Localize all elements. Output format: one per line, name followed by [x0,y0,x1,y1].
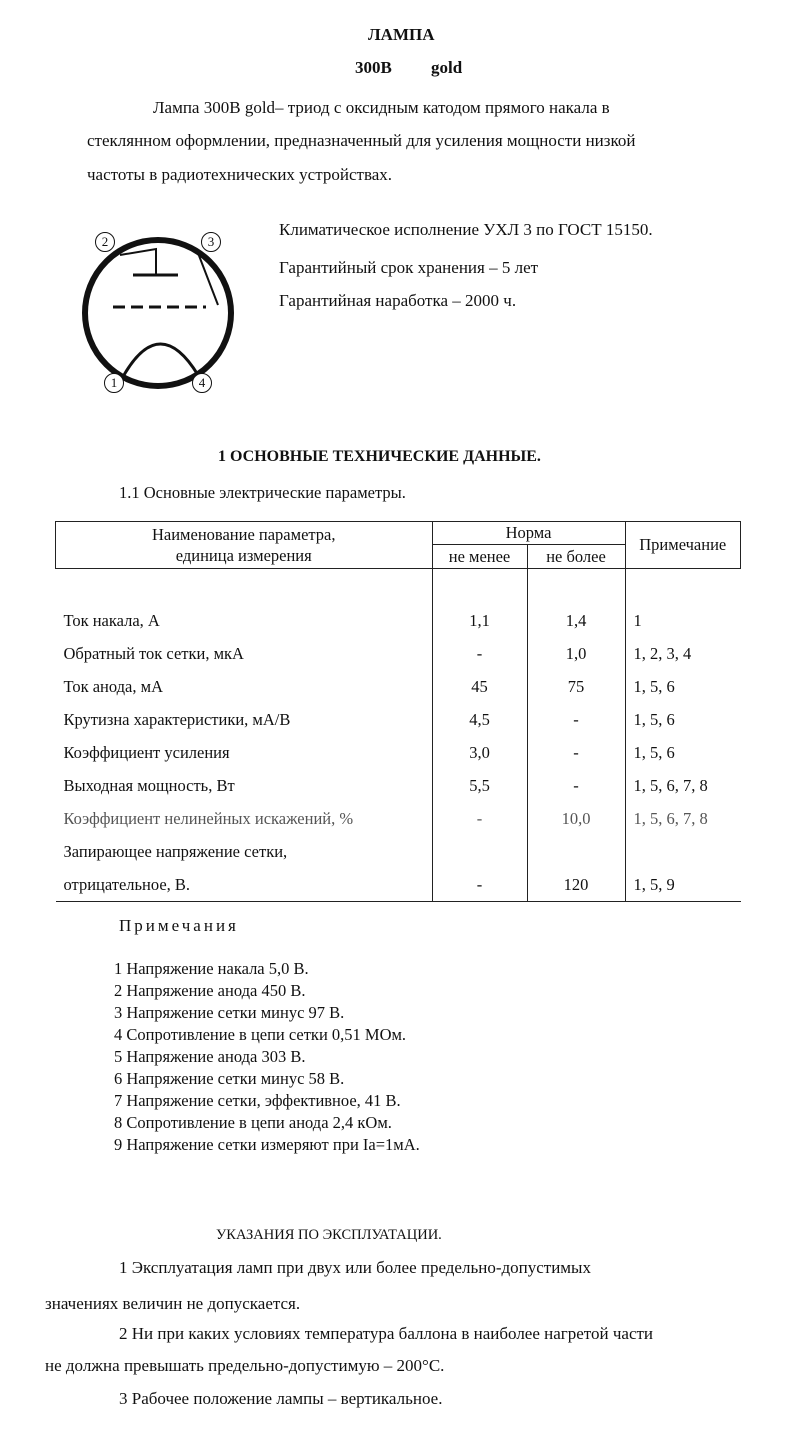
intro-line-2: стеклянном оформлении, предназначенный для усиления мощности низкой [87,131,636,150]
list-item: 9 Напряжение сетки измеряют при Iа=1мА. [114,1135,420,1154]
table-row [56,802,741,835]
list-item: 4 Сопротивление в цепи сетки 0,51 МОм. [114,1025,407,1044]
param-min: - [432,637,527,670]
pin-4-label: 4 [198,375,206,390]
param-max: 1,0 [527,637,625,670]
doc-title: ЛАМПА [368,25,435,44]
header-norm: Норма [432,522,625,545]
param-name: Ток накала, А [63,610,160,630]
pin-3-label: 3 [207,234,215,249]
param-name: Коэффициент нелинейных искажений, % [63,808,354,828]
list-item: 2 Напряжение анода 450 В. [114,981,306,1000]
section-1-title: 1 ОСНОВНЫЕ ТЕХНИЧЕСКИЕ ДАННЫЕ. [218,448,541,465]
operation-p1-line-2: значениях величин не допускается. [45,1294,301,1313]
operation-p2-line-1: 2 Ни при каких условиях температура баллона в наиболее нагретой части [119,1324,654,1343]
param-min [432,835,527,868]
param-name: Выходная мощность, Вт [63,775,235,795]
header-param-name [56,522,433,569]
param-min: 3,0 [432,736,527,769]
parameters-table [55,521,741,902]
operation-title: УКАЗАНИЯ ПО ЭКСПЛУАТАЦИИ. [216,1227,442,1243]
param-min: 45 [432,670,527,703]
param-max: 1,4 [527,604,625,637]
intro-line-3: частоты в радиотехнических устройствах. [87,165,393,184]
table-row [56,868,741,902]
param-min: - [432,868,527,902]
operation-p1-line-1: 1 Эксплуатация ламп при двух или более предельно-допустимых [119,1258,591,1277]
param-note: 1, 5, 6 [633,709,675,729]
notes-list [114,958,420,1156]
pin-2-label: 2 [101,234,109,249]
doc-model: 300В [355,58,392,77]
param-max: - [527,769,625,802]
param-name: Крутизна характеристики, мА/В [63,709,291,729]
list-item: 3 Напряжение сетки минус 97 В. [114,1003,345,1022]
param-note [625,835,741,868]
notes-title: Примечания [119,916,239,935]
section-1-subtitle: 1.1 Основные электрические параметры. [119,483,406,502]
param-note: 1, 5, 6, 7, 8 [633,775,708,795]
param-max: - [527,703,625,736]
header-param-line-2: единица измерения [175,546,312,565]
table-row [56,670,741,703]
pin-1-label: 1 [110,375,118,390]
param-min: - [432,802,527,835]
list-item: 7 Напряжение сетки, эффективное, 41 В. [114,1091,401,1110]
table-row [56,736,741,769]
header-min: не менее [432,545,527,569]
param-note: 1, 5, 9 [625,868,741,902]
list-item: 1 Напряжение накала 5,0 В. [114,959,309,978]
pin-4-marker [192,373,212,393]
storage-spec: Гарантийный срок хранения – 5 лет [279,258,539,277]
header-note: Примечание [625,522,741,569]
grid-lead [120,249,156,275]
param-max: 75 [527,670,625,703]
param-name: Ток анода, мА [63,676,163,696]
param-max: 10,0 [527,802,625,835]
lifetime-spec: Гарантийная наработка – 2000 ч. [279,291,517,310]
table-spacer-row [56,569,741,605]
pin-2-marker [95,232,115,252]
doc-variant: gold [431,58,463,77]
param-note: 1 [633,610,642,630]
param-note: 1, 5, 6, 7, 8 [633,808,708,828]
header-param-line-1: Наименование параметра, [151,525,336,544]
list-item: 8 Сопротивление в цепи анода 2,4 кОм. [114,1113,392,1132]
pin-1-marker [104,373,124,393]
param-max [527,835,625,868]
list-item: 6 Напряжение сетки минус 58 В. [114,1069,345,1088]
param-note: 1, 5, 6 [633,742,675,762]
operation-p3: 3 Рабочее положение лампы – вертикальное. [119,1389,443,1408]
table-row [56,604,741,637]
climate-spec: Климатическое исполнение УХЛ 3 по ГОСТ 15150. [279,220,653,239]
param-name: Обратный ток сетки, мкА [63,643,244,663]
list-item: 5 Напряжение анода 303 В. [114,1047,306,1066]
param-max: - [527,736,625,769]
filament-arc [124,344,198,375]
table-row [56,769,741,802]
header-max: не более [527,545,625,569]
param-max: 120 [527,868,625,902]
param-note: 1, 5, 6 [633,676,675,696]
tube-envelope [85,240,231,386]
param-name: Запирающее напряжение сетки, [63,841,288,861]
param-min: 4,5 [432,703,527,736]
param-min: 1,1 [432,604,527,637]
param-note: 1, 2, 3, 4 [633,643,692,663]
intro-line-1: Лампа 300В gold– триод с оксидным катодом прямого накала в [153,98,610,117]
table-row [56,835,741,868]
pin-3-marker [201,232,221,252]
param-min: 5,5 [432,769,527,802]
table-row [56,637,741,670]
param-name: Коэффициент усиления [63,742,230,762]
operation-p2-line-2: не должна превышать предельно-допустимую – 200°С. [45,1356,445,1375]
table-row [56,703,741,736]
param-name: отрицательное, В. [56,868,433,902]
